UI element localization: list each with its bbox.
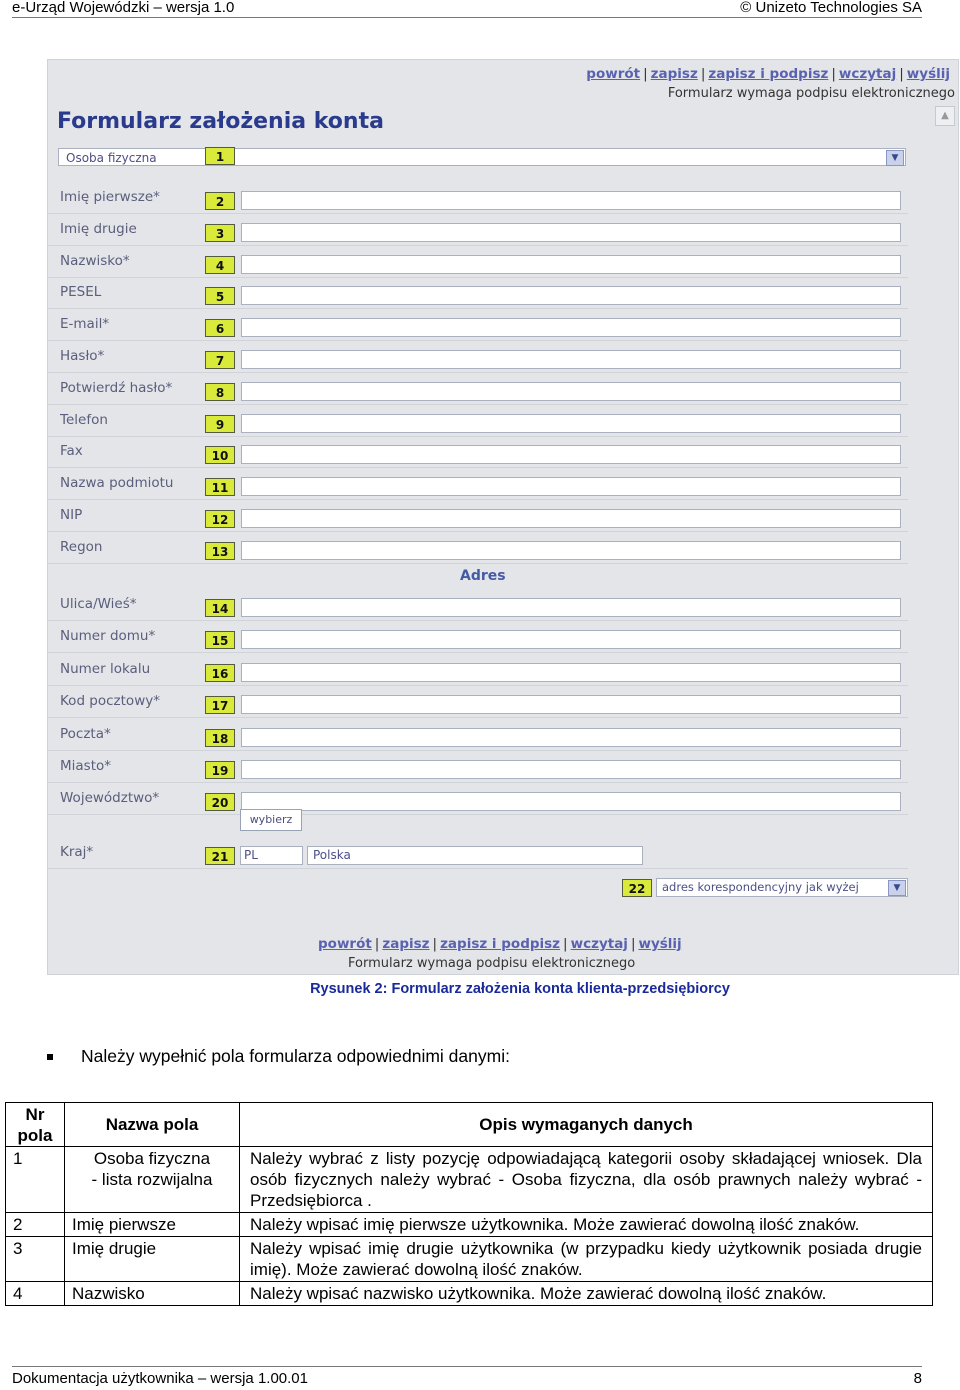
- field-label: Numer lokalu: [60, 660, 151, 677]
- bottom-signature-note: Formularz wymaga podpisu elektronicznego: [348, 956, 636, 971]
- top-signature-note: Formularz wymaga podpisu elektronicznego: [667, 86, 955, 101]
- field-input[interactable]: [241, 445, 901, 464]
- table-row: [6, 1237, 933, 1282]
- cell-number: 2: [6, 1213, 65, 1237]
- person-type-value: Osoba fizyczna: [66, 151, 157, 165]
- field-input[interactable]: [241, 541, 901, 560]
- field-label: PESEL: [60, 284, 102, 301]
- bottom-action-bar: powrót | zapisz | zapisz i podpisz | wczytaj | wyślij: [318, 936, 682, 952]
- field-number-badge: 8: [205, 383, 235, 401]
- field-number-badge: 11: [205, 478, 235, 496]
- cell-description: Należy wpisać nazwisko użytkownika. Może zawierać dowolną ilość znaków.: [240, 1282, 933, 1306]
- field-input[interactable]: [241, 414, 901, 433]
- field-number-badge: 4: [205, 256, 235, 274]
- field-label: Poczta*: [60, 725, 111, 742]
- correspondence-address-select[interactable]: [656, 878, 908, 897]
- country-name-input[interactable]: Polska: [307, 846, 643, 865]
- footer-doc-version: Dokumentacja użytkownika – wersja 1.00.01: [12, 1370, 308, 1387]
- cell-description: Należy wybrać z listy pozycję odpowiadającą kategorii osoby składającej wniosek. Dla osób fizycznych należy wybrać - Osoba fizyczna, dla osób prawnych należy wybrać - Przedsiębiorca .: [240, 1147, 933, 1213]
- top-send-link[interactable]: wyślij: [906, 66, 950, 82]
- choose-voivodeship-button[interactable]: wybierz: [240, 809, 302, 831]
- bottom-back-link[interactable]: powrót: [318, 936, 372, 952]
- field-number-badge: 6: [205, 319, 235, 337]
- field-label: Numer domu*: [60, 628, 156, 645]
- field-input[interactable]: [241, 318, 901, 337]
- field-input[interactable]: [241, 792, 901, 811]
- field-label: Telefon: [60, 411, 108, 428]
- field-label: E-mail*: [60, 316, 110, 333]
- field-input[interactable]: [241, 695, 901, 714]
- field-label: Nazwisko*: [60, 252, 130, 269]
- dropdown-arrow-icon[interactable]: ▼: [886, 150, 904, 166]
- bottom-save-sign-link[interactable]: zapisz i podpisz: [440, 936, 561, 952]
- field-label: Miasto*: [60, 758, 112, 774]
- field-input[interactable]: [241, 630, 901, 649]
- field-number-badge: 7: [205, 351, 235, 369]
- top-load-link[interactable]: wczytaj: [838, 66, 897, 82]
- cell-number: 3: [6, 1237, 65, 1282]
- instruction-text: Należy wypełnić pola formularza odpowiednimi danymi:: [81, 1046, 510, 1066]
- country-code-input[interactable]: PL: [240, 846, 303, 865]
- field-input[interactable]: [241, 223, 901, 242]
- field-number-badge: 19: [205, 761, 235, 779]
- correspondence-address-value: adres korespondencyjny jak wyżej: [662, 880, 859, 894]
- field-number-badge: 22: [622, 879, 652, 897]
- field-number-badge: 21: [205, 847, 235, 865]
- cell-name-line: Osoba fizyczna: [93, 1149, 211, 1168]
- cell-name: Imię pierwsze: [65, 1213, 240, 1237]
- bottom-save-link[interactable]: zapisz: [382, 936, 430, 952]
- field-number-badge: 3: [205, 224, 235, 242]
- field-label: Nazwa podmiotu: [60, 475, 174, 492]
- top-back-link[interactable]: powrót: [586, 66, 641, 82]
- field-requirements-table: [5, 1102, 933, 1306]
- field-input[interactable]: [241, 382, 901, 401]
- field-input[interactable]: [241, 728, 901, 747]
- field-label: Potwierdź hasło*: [60, 379, 173, 396]
- document-header: [12, 0, 922, 18]
- field-label: Hasło*: [60, 348, 105, 364]
- field-input[interactable]: [241, 509, 901, 528]
- field-input[interactable]: [241, 286, 901, 305]
- cell-name: Imię drugie: [65, 1237, 240, 1282]
- instruction-bullet: [47, 1046, 510, 1067]
- bottom-load-link[interactable]: wczytaj: [570, 936, 628, 952]
- figure-caption: Rysunek 2: Formularz założenia konta klienta-przedsiębiorcy: [310, 981, 730, 997]
- table-row: [6, 1147, 933, 1213]
- field-label: Imię pierwsze*: [60, 189, 160, 205]
- cell-name: [65, 1147, 240, 1213]
- field-label: Województwo*: [60, 790, 160, 807]
- person-type-select[interactable]: [58, 148, 906, 166]
- field-number-badge: 16: [205, 664, 235, 682]
- field-label: Imię drugie: [60, 220, 137, 237]
- field-number-badge: 9: [205, 415, 235, 433]
- field-number-badge: 5: [205, 287, 235, 305]
- form-screenshot-figure: [47, 59, 959, 975]
- field-input[interactable]: [241, 477, 901, 496]
- page-number: 8: [913, 1370, 922, 1387]
- address-section-title: Adres: [460, 568, 506, 584]
- form-title: Formularz założenia konta: [57, 109, 384, 134]
- field-input[interactable]: [241, 663, 901, 682]
- field-label: Ulica/Wieś*: [60, 596, 137, 612]
- bullet-square-icon: [47, 1054, 53, 1060]
- field-number-badge: 18: [205, 729, 235, 747]
- field-number-badge: 1: [205, 147, 235, 165]
- cell-description: Należy wpisać imię drugie użytkownika (w przypadku kiedy użytkownik posiada drugie imię). Może zawierać dowolną ilość znaków.: [240, 1237, 933, 1282]
- field-number-badge: 13: [205, 542, 235, 560]
- field-number-badge: 10: [205, 446, 235, 464]
- column-header-number: Nr pola: [6, 1103, 65, 1147]
- top-save-sign-link[interactable]: zapisz i podpisz: [708, 66, 829, 82]
- header-copyright: © Unizeto Technologies SA: [740, 0, 922, 16]
- cell-name-line: - lista rozwijalna: [91, 1170, 213, 1189]
- dropdown-arrow-icon[interactable]: ▼: [888, 880, 906, 896]
- field-number-badge: 12: [205, 510, 235, 528]
- field-number-badge: 14: [205, 599, 235, 617]
- column-header-name: Nazwa pola: [65, 1103, 240, 1147]
- cell-name: Nazwisko: [65, 1282, 240, 1306]
- field-label: Regon: [60, 538, 103, 555]
- field-number-badge: 2: [205, 192, 235, 210]
- field-input[interactable]: [241, 350, 901, 369]
- top-save-link[interactable]: zapisz: [650, 66, 698, 82]
- cell-description: Należy wpisać imię pierwsze użytkownika. Może zawierać dowolną ilość znaków.: [240, 1213, 933, 1237]
- field-number-badge: 17: [205, 696, 235, 714]
- top-action-bar: powrót | zapisz | zapisz i podpisz | wczytaj | wyślij: [586, 66, 950, 82]
- field-input[interactable]: [241, 191, 901, 210]
- field-input[interactable]: [241, 255, 901, 274]
- scroll-up-arrow-icon[interactable]: ▲: [935, 106, 955, 126]
- header-title: e-Urząd Wojewódzki – wersja 1.0: [12, 0, 235, 16]
- column-header-description: Opis wymaganych danych: [240, 1103, 933, 1147]
- table-row: [6, 1213, 933, 1237]
- field-label: NIP: [60, 507, 83, 523]
- country-label: Kraj*: [60, 844, 94, 860]
- field-input[interactable]: [241, 598, 901, 617]
- field-number-badge: 20: [205, 793, 235, 811]
- document-footer: [12, 1366, 922, 1387]
- field-number-badge: 15: [205, 631, 235, 649]
- field-input[interactable]: [241, 760, 901, 779]
- field-label: Fax: [60, 443, 83, 460]
- table-row: [6, 1282, 933, 1306]
- bottom-send-link[interactable]: wyślij: [638, 936, 682, 952]
- cell-number: 4: [6, 1282, 65, 1306]
- cell-number: 1: [6, 1147, 65, 1213]
- field-label: Kod pocztowy*: [60, 693, 160, 710]
